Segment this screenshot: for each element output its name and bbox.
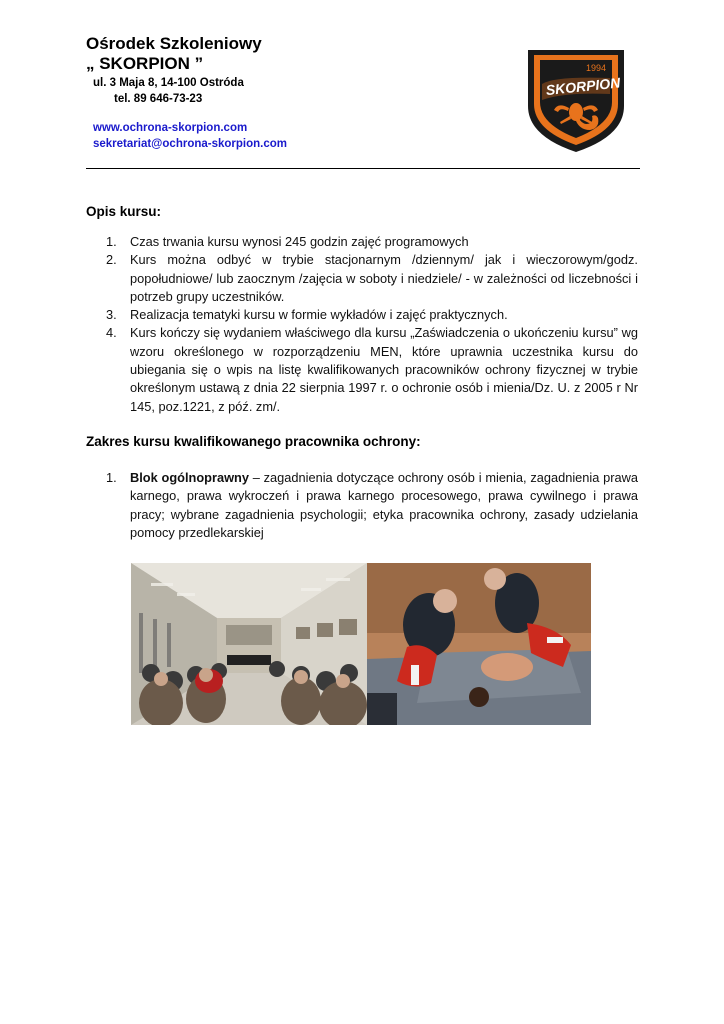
letterhead bbox=[86, 34, 646, 170]
first-aid-training-photo bbox=[367, 563, 591, 725]
logo-year: 1994 bbox=[586, 63, 607, 73]
header-divider bbox=[86, 168, 640, 169]
list-item: 1. Blok ogólnoprawny – zagadnienia dotyczące ochrony osób i mienia, zagadnienia prawa karnego, prawa wykroczeń i prawa karnego procesowego, prawa cywilnego i prawa pracy; wybrane zagadnienia psychologii; etyka pracownika ochrony, zasady udzielania pomocy przedlekarskiej bbox=[106, 470, 639, 540]
course-description-list bbox=[86, 233, 638, 416]
website-link[interactable]: www.ochrona-skorpion.com bbox=[93, 122, 248, 134]
organization-name: Ośrodek Szkoleniowy bbox=[86, 34, 262, 53]
list-item: 4. Kurs kończy się wydaniem właściwego dla kursu „Zaświadczenia o ukończeniu kursu” wg wzoru określonego w rozporządzeniu MEN, które uprawnia uczestnika kursu do ubiegania się o wpis na listę kwalifikowanych pracowników ochrony fizycznej w trybie określonym ustawą z dnia 22 sierpnia 1997 r. o ochronie osób i mienia/Dz. U. z 2005 r Nr 145, poz.1221, z póź. zm/. bbox=[106, 325, 638, 414]
list-item: 2. Kurs można odbyć w trybie stacjonarnym /dziennym/ jak i wieczorowym/godz. popołudniowe/ lub zaocznym /zajęcia w soboty i niedziele/ - w zależności od liczebności i potrzeb grupy uczestników. bbox=[106, 252, 638, 304]
lecture-hall-photo bbox=[131, 563, 367, 725]
skorpion-logo bbox=[524, 44, 628, 156]
organization-subtitle: „ SKORPION ” bbox=[86, 54, 204, 73]
course-scope-list bbox=[86, 469, 638, 542]
course-scope-heading: Zakres kursu kwalifikowanego pracownika ochrony: bbox=[86, 434, 421, 449]
course-description-heading: Opis kursu: bbox=[86, 204, 162, 219]
logo-name: SKORPION bbox=[545, 74, 621, 99]
list-item: 1. Czas trwania kursu wynosi 245 godzin zajęć programowych bbox=[106, 234, 469, 249]
address-line: ul. 3 Maja 8, 14-100 Ostróda bbox=[93, 77, 244, 89]
photo-strip bbox=[131, 563, 591, 725]
email-link[interactable]: sekretariat@ochrona-skorpion.com bbox=[93, 138, 287, 150]
phone-line: tel. 89 646-73-23 bbox=[114, 93, 203, 105]
list-item: 3. Realizacja tematyki kursu w formie wykładów i zajęć praktycznych. bbox=[106, 307, 508, 323]
